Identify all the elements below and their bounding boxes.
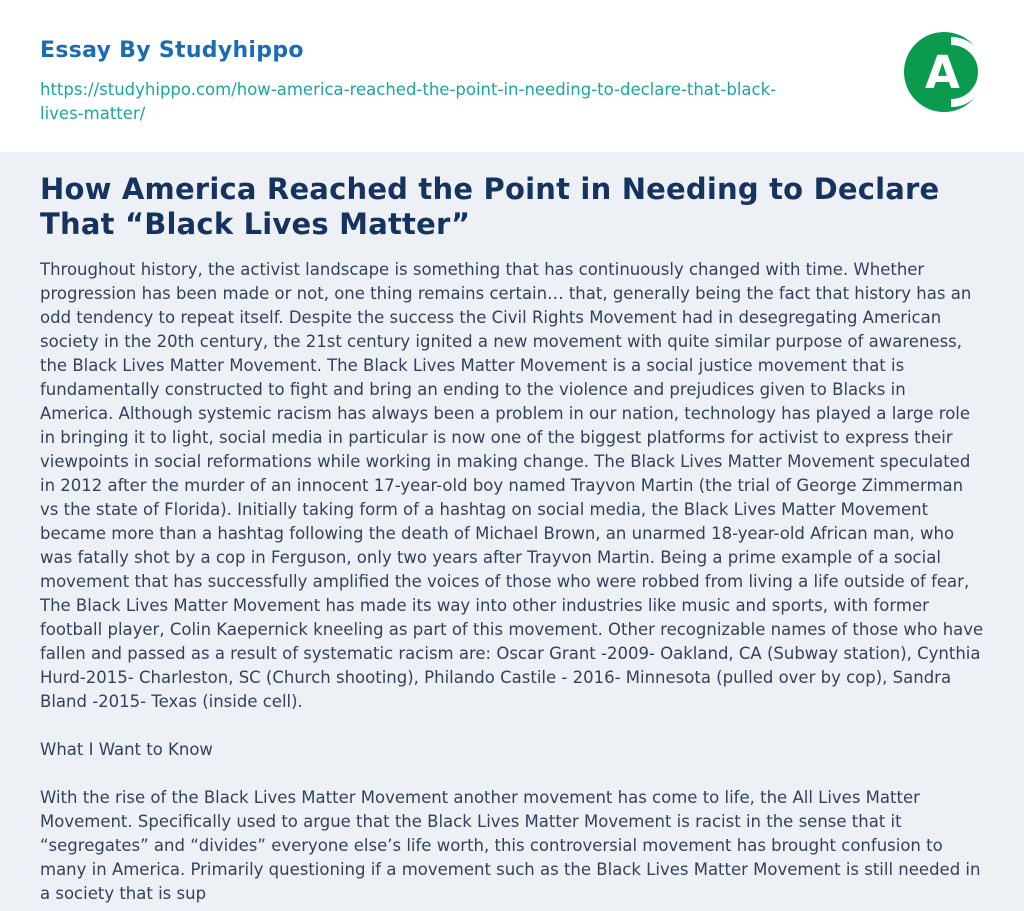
- header-text: [40, 38, 810, 126]
- article-paragraph: Throughout history, the activist landscape is something that has continuously changed with time. Whether progression has been made or not, one thing remains certain… that, generally being the fact that history has an odd tendency to repeat itself. Despite the success the Civil Rights Movement had in desegregating American society in the 20th century, the 21st century ignited a new movement with quite similar purpose of awareness, the Black Lives Matter Movement. The Black Lives Matter Movement is a social justice movement that is fundamentally constructed to fight and bring an ending to the violence and prejudices given to Blacks in America. Although systemic racism has always been a problem in our nation, technology has played a large role in bringing it to light, social media in particular is now one of the biggest platforms for activist to express their viewpoints in social reformations while working in making change. The Black Lives Matter Movement speculated in 2012 after the murder of an innocent 17-year-old boy named Trayvon Martin (the trial of George Zimmerman vs the state of Florida). Initially taking form of a hashtag on social media, the Black Lives Matter Movement became more than a hashtag following the death of Michael Brown, an unarmed 18-year-old African man, who was fatally shot by a cop in Ferguson, only two years after Trayvon Martin. Being a prime example of a social movement that has successfully amplified the voices of those who were robbed from living a life outside of fear, The Black Lives Matter Movement has made its way into other industries like music and sports, with former football player, Colin Kaepernick kneeling as part of this movement. Other recognizable names of those who have fallen and passed as a result of systematic racism are: Oscar Grant -2009- Oakland, CA (Subway station), Cynthia Hurd-2015- Charleston, SC (Church shooting), Philando Castile - 2016- Minnesota (pulled over by cop), Sandra Bland -2015- Texas (inside cell).: [40, 260, 984, 711]
- page-url-link[interactable]: https://studyhippo.com/how-america-reached-the-point-in-needing-to-declare-that-black-lives-matter/: [40, 80, 777, 123]
- site-label: Essay By Studyhippo: [40, 38, 304, 63]
- svg-text:A: A: [925, 46, 960, 99]
- section-subheading: What I Want to Know: [40, 740, 213, 759]
- article-title: How America Reached the Point in Needing to Declare That “Black Lives Matter”: [40, 172, 940, 241]
- article-paragraph: With the rise of the Black Lives Matter Movement another movement has come to life, the All Lives Matter Movement. Specifically used to argue that the Black Lives Matter Movement is racist in the sense that it “segregates” and “divides” everyone else’s life worth, this controversial movement has brought confusion to many in America. Primarily questioning if a movement such as the Black Lives Matter Movement is still needed in a society that is sup: [40, 788, 981, 903]
- studyhippo-logo-icon[interactable]: [904, 32, 984, 112]
- article-content: [0, 152, 1024, 906]
- site-header: [0, 0, 1024, 152]
